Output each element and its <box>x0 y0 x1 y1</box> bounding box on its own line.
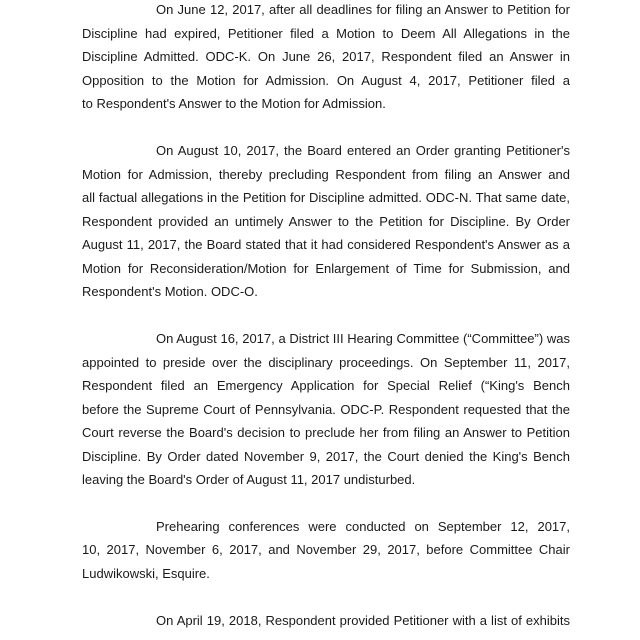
paragraph-1-line-5: to Respondent's Answer to the Motion for Admission. <box>82 96 386 111</box>
paragraph-2-line-6: Motion for Reconsideration/Motion for Enlargement of Time for Submission, and <box>82 261 570 276</box>
paragraph-3-line-4: before the Supreme Court of Pennsylvania. ODC-P. Respondent requested that the <box>82 402 570 417</box>
paragraph-2-line-3: all factual allegations in the Petition for Discipline admitted. ODC-N. That same date, <box>82 190 570 205</box>
paragraph-2-line-2: Motion for Admission, thereby precluding Respondent from filing an Answer and <box>82 167 570 182</box>
paragraph-4-line-2: 10, 2017, November 6, 2017, and November 29, 2017, before Committee Chair <box>82 542 570 557</box>
paragraph-2-line-5: August 11, 2017, the Board stated that it had considered Respondent's Answer as a <box>82 237 570 252</box>
paragraph-2-line-4: Respondent provided an untimely Answer to the Petition for Discipline. By Order <box>82 214 570 229</box>
paragraph-3-line-2: appointed to preside over the disciplinary proceedings. On September 11, 2017, <box>82 355 570 370</box>
paragraph-1-line-2: Discipline had expired, Petitioner filed a Motion to Deem All Allegations in the <box>82 26 570 41</box>
paragraph-4-line-3: Ludwikowski, Esquire. <box>82 566 210 581</box>
paragraph-4-line-1: Prehearing conferences were conducted on September 12, 2017, <box>156 519 570 534</box>
paragraph-1-line-4: Opposition to the Motion for Admission. On August 4, 2017, Petitioner filed a <box>82 73 570 88</box>
paragraph-3-line-5: Court reverse the Board's decision to preclude her from filing an Answer to Petition <box>82 425 570 440</box>
paragraph-1-line-3: Discipline Admitted. ODC-K. On June 26, 2017, Respondent filed an Answer in <box>82 49 570 64</box>
paragraph-3-line-3: Respondent filed an Emergency Application for Special Relief (“King's Bench <box>82 378 570 393</box>
paragraph-2-line-1: On August 10, 2017, the Board entered an Order granting Petitioner's <box>156 143 570 158</box>
paragraph-2-line-7: Respondent's Motion. ODC-O. <box>82 284 258 299</box>
paragraph-3-line-6: Discipline. By Order dated November 9, 2017, the Court denied the King's Bench <box>82 449 570 464</box>
paragraph-3-line-7: leaving the Board's Order of August 11, 2017 undisturbed. <box>82 472 416 487</box>
paragraph-3-line-1: On August 16, 2017, a District III Hearing Committee (“Committee”) was <box>156 331 570 346</box>
paragraph-5-line-1: On April 19, 2018, Respondent provided Petitioner with a list of exhibits <box>156 613 570 628</box>
paragraph-1-line-1: On June 12, 2017, after all deadlines for filing an Answer to Petition for <box>156 2 570 17</box>
